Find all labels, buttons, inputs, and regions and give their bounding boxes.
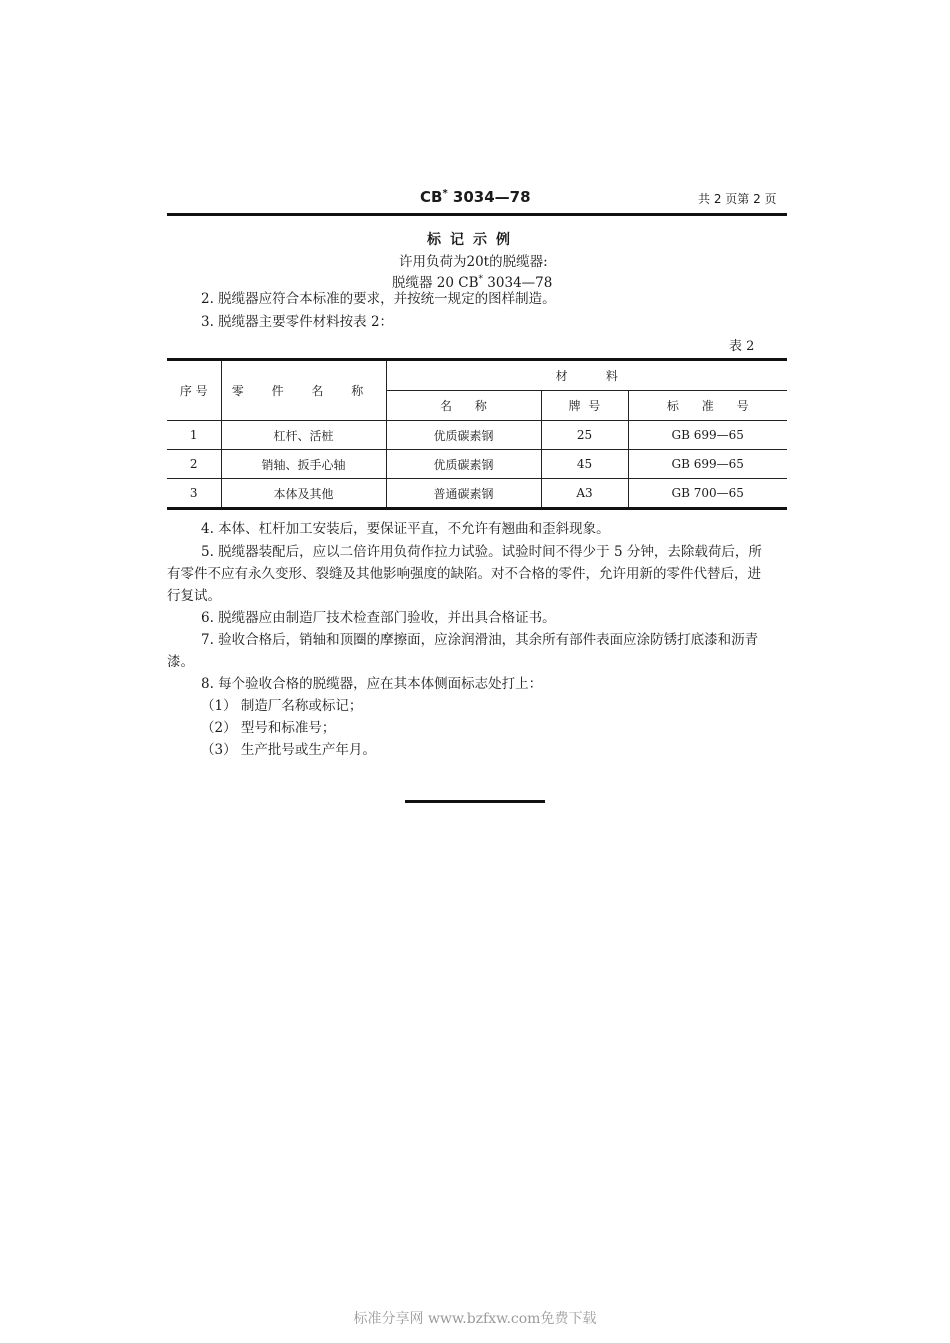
col-part-header: 零 件 名 称 <box>221 360 386 421</box>
cell-index: 2 <box>167 450 221 479</box>
clause-2: 2. 脱缆器应符合本标准的要求，并按统一规定的图样制造。 <box>201 291 556 307</box>
standard-code <box>420 188 531 206</box>
cell-part: 销轴、扳手心轴 <box>221 450 386 479</box>
cell-grade: 45 <box>541 450 628 479</box>
clause-8-item-1: （1） 制造厂名称或标记； <box>201 698 363 714</box>
standard-code-star: * <box>442 188 448 199</box>
cell-index: 1 <box>167 421 221 450</box>
clause-5-line-1: 5. 脱缆器装配后，应以二倍许用负荷作拉力试验。试验时间不得少于 5 分钟，去除载荷后，所 <box>201 544 762 560</box>
table-row <box>167 450 787 479</box>
col-index-header: 序 号 <box>167 360 221 421</box>
clause-8-item-2: （2） 型号和标准号； <box>201 720 336 736</box>
clause-5-line-3: 行复试。 <box>167 588 221 604</box>
table-row <box>167 479 787 509</box>
standard-code-main: CB <box>420 188 443 206</box>
marking-line-1: 许用负荷为20t的脱缆器: <box>399 254 548 270</box>
clause-7-line-1: 7. 验收合格后，销轴和顶圈的摩擦面，应涂润滑油，其余所有部件表面应涂防锈打底漆和沥青 <box>201 632 759 648</box>
clause-8-item-3: （3） 生产批号或生产年月。 <box>201 742 376 758</box>
cell-index: 3 <box>167 479 221 509</box>
marking-title: 标记示例 <box>427 232 519 248</box>
marking-line-2-star: * <box>478 274 484 285</box>
standard-code-rest: 3034—78 <box>447 188 531 206</box>
clause-6: 6. 脱缆器应由制造厂技术检查部门验收，并出具合格证书。 <box>201 610 556 626</box>
end-rule <box>405 800 545 803</box>
sub-name-header: 名 称 <box>386 391 541 421</box>
header-rule <box>167 213 787 216</box>
cell-standard: GB 699—65 <box>628 421 787 450</box>
clause-7-line-2: 漆。 <box>167 654 194 670</box>
page-info: 共 2 页第 2 页 <box>698 192 777 206</box>
cell-material: 优质碳素钢 <box>386 421 541 450</box>
clause-5-line-2: 有零件不应有永久变形、裂缝及其他影响强度的缺陷。对不合格的零件，允许用新的零件代替后，进 <box>167 566 761 582</box>
cell-material: 普通碳素钢 <box>386 479 541 509</box>
cell-part: 杠杆、活桩 <box>221 421 386 450</box>
clause-4: 4. 本体、杠杆加工安装后，要保证平直，不允许有翘曲和歪斜现象。 <box>201 521 610 537</box>
materials-table <box>167 358 787 510</box>
watermark-footer: 标准分享网 www.bzfxw.com免费下载 <box>353 1311 597 1327</box>
table-row <box>167 421 787 450</box>
cell-grade: A3 <box>541 479 628 509</box>
table-label: 表 2 <box>729 339 755 354</box>
cell-standard: GB 699—65 <box>628 450 787 479</box>
clause-3: 3. 脱缆器主要零件材料按表 2： <box>201 314 394 330</box>
col-material-header: 材 料 <box>386 360 787 391</box>
cell-standard: GB 700—65 <box>628 479 787 509</box>
sub-grade-header: 牌 号 <box>541 391 628 421</box>
marking-line-2-suffix: 3034—78 <box>483 275 553 291</box>
cell-material: 优质碳素钢 <box>386 450 541 479</box>
sub-standard-header: 标 准 号 <box>628 391 787 421</box>
clause-8: 8. 每个验收合格的脱缆器，应在其本体侧面标志处打上： <box>201 676 543 692</box>
cell-part: 本体及其他 <box>221 479 386 509</box>
cell-grade: 25 <box>541 421 628 450</box>
marking-line-2-prefix: 脱缆器 20 CB <box>392 275 479 291</box>
